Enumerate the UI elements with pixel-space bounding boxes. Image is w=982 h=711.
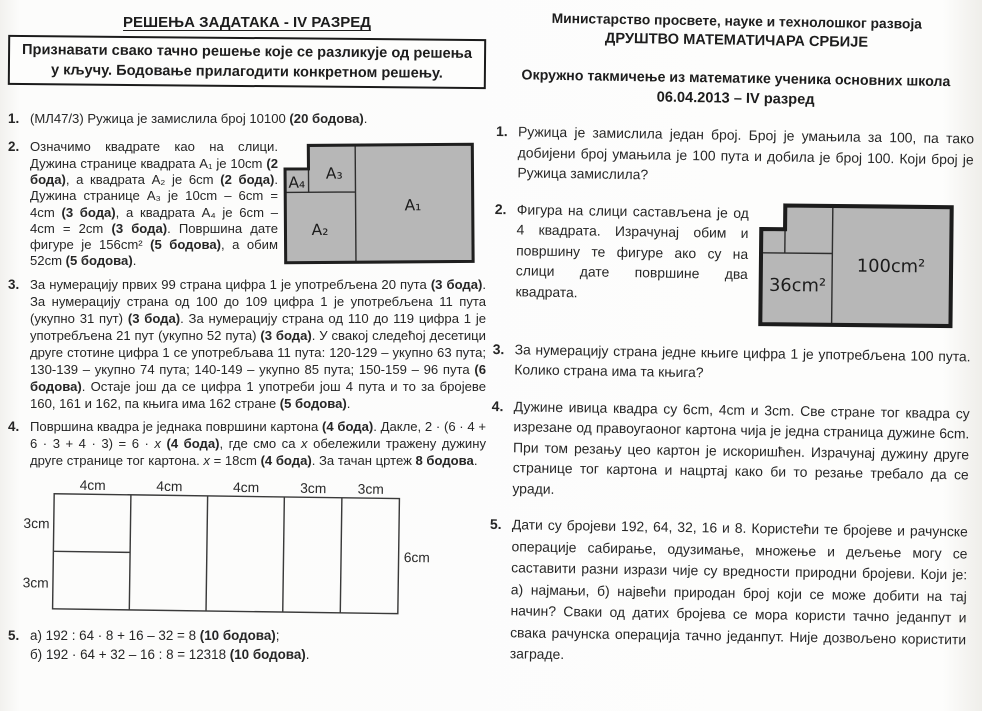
squares-figure-svg bbox=[282, 142, 477, 266]
competition-title: Окружно такмичење из математике ученика основних школа bbox=[521, 67, 951, 91]
problem-item-4 bbox=[490, 395, 970, 505]
item-number: 3. bbox=[492, 340, 505, 357]
item-number: 4. bbox=[8, 418, 20, 434]
label-a4: А₄ bbox=[288, 174, 306, 193]
problems-list bbox=[488, 121, 974, 672]
left-dim-1 bbox=[23, 515, 49, 531]
label-a2: А₂ bbox=[311, 221, 329, 240]
left-page-title: РЕШЕЊА ЗАДАТАКА - IV РАЗРЕД bbox=[123, 14, 371, 31]
solution-item-4 bbox=[8, 418, 486, 469]
top-dim-5 bbox=[358, 480, 384, 496]
item-number: 5. bbox=[489, 515, 502, 533]
solution-text-2: Означимо квадрате као на слици. Дужина странице квадрата А₁ је 10cm (2 бода), а квадрата А₂ је 6cm (2 бода). Дужина странице А₃ је 10cm – 6cm = 4cm (3 бода), а квадрата А₄ је 6cm – 4cm = 2cm (3 бода). Површина дате фигуре је 156cm² (5 бодова), а обим 52cm (5 бодова). bbox=[30, 139, 279, 269]
top-dim-4 bbox=[300, 480, 326, 496]
solution-item-5 bbox=[8, 626, 486, 665]
item-number: 1. bbox=[495, 122, 508, 140]
item-number: 2. bbox=[8, 139, 20, 155]
item-number: 4. bbox=[491, 397, 504, 414]
right-page-problems bbox=[487, 8, 976, 688]
cardboard-cut-lines bbox=[53, 494, 342, 613]
solution-item-3 bbox=[8, 276, 486, 412]
cardboard-figure-svg bbox=[16, 475, 440, 628]
solution-5a: а) 192 : 64 · 8 + 16 – 32 = 8 (10 бодова); bbox=[30, 627, 280, 643]
cardboard-cutting-figure bbox=[16, 475, 486, 629]
figure-shape-fill bbox=[285, 145, 473, 263]
squares-figure-svg bbox=[755, 201, 956, 329]
solution-5b: б) 192 · 64 + 32 – 16 : 8 = 12318 (10 бодова). bbox=[30, 647, 310, 663]
solutions-list bbox=[8, 111, 486, 665]
problem-item-3 bbox=[492, 338, 971, 387]
right-dim bbox=[404, 549, 430, 565]
competition-header bbox=[496, 8, 975, 112]
left-page-solutions bbox=[8, 12, 486, 665]
problem-text-1: Ружица је замислила један број. Број је умањила за 100, па тако добијени број умањила је 100 пута и добила је број 100. Који број је Ружица замислила? bbox=[517, 123, 975, 183]
top-dim-2 bbox=[156, 478, 182, 494]
problem-text-3: За нумерацију страна једне књиге цифра 1 је употребљена 100 пута. Колико страна има та књига? bbox=[514, 340, 971, 381]
left-dim-2 bbox=[23, 574, 49, 590]
label-a1: А₁ bbox=[404, 196, 422, 215]
squares-figure-solution bbox=[282, 142, 477, 266]
solution-text-5 bbox=[30, 626, 486, 665]
solution-item-1 bbox=[8, 111, 486, 127]
grading-notice-box: Признавати свако тачно решење које се разликује од решења у кључу. Бодовање прилагодити конкретном решењу. bbox=[8, 35, 486, 89]
problem-item-5 bbox=[488, 514, 968, 672]
solution-text-4: Површина квадра је једнака површини картона (4 бода). Дакле, 2 · (6 · 4 + 6 · 3 + 4 · 3) = 6 · x (4 бода), где смо са x обележили тражену дужину друге странице тог картона. x = 18cm (4 бода). За тачан цртеж 8 бодова. bbox=[30, 418, 487, 468]
squares-figure-problem bbox=[755, 201, 956, 329]
problem-text-2: Фигура на слици састављена је од 4 квадрата. Израчунај обим и површину те фигуре ако су на слици дате површине два квадрата. bbox=[515, 200, 749, 300]
competition-date-grade: 06.04.2013 – IV разред bbox=[656, 89, 815, 108]
ministry-line: Министарство просвете, науке и технолошког развоја bbox=[551, 10, 923, 32]
solution-item-2 bbox=[8, 139, 486, 269]
society-line: ДРУШТВО МАТЕМАТИЧАРА СРБИЈЕ bbox=[604, 30, 869, 51]
item-number: 5. bbox=[8, 627, 20, 643]
cardboard-outline bbox=[53, 494, 400, 614]
item-number: 1. bbox=[8, 111, 20, 126]
top-dim-3 bbox=[233, 479, 259, 495]
label-area-small: 36cm² bbox=[768, 274, 827, 296]
problem-item-2 bbox=[493, 198, 973, 329]
problem-item-1 bbox=[495, 121, 974, 190]
label-area-large: 100cm² bbox=[856, 255, 926, 277]
solution-text-1: (МЛ47/3) Ружица је замислила број 10100 (20 бодова). bbox=[30, 111, 368, 126]
top-dim-1 bbox=[80, 476, 106, 492]
item-number: 3. bbox=[8, 276, 20, 292]
problem-text-5: Дати су бројеви 192, 64, 32, 16 и 8. Користећи те бројеве и рачунске операције сабирање, одузимање, множење и дељење могу се саставити разни изрази чије су вредности природни бројеви. Који је: а) најмањи, б) највећи природан број који се може добити на тај начин? Сваки од датих бројева се мора користи тачно једанпут и свака рачунска операција тачно једанпут. Није дозвољено користити заграде. bbox=[509, 516, 968, 663]
problem-text-4: Дужине ивица квадра су 6cm, 4cm и 3cm. Све стране тог квадра су изрезане од правоугаоног картона чија је једна страница дужине 6cm. При том резању цео картон је искоришћен. Израчунај дужину друге странице тог картона и нацртај како би то резање требало да се уради. bbox=[512, 397, 970, 497]
solution-text-3: За нумерацију првих 99 страна цифра 1 је употребљена 20 пута (3 бода). За нумерацију страна од 100 до 109 цифра 1 је употребљена 11 пута (укупно 31 пут) (3 бода). За нумерацију страна од 110 до 119 цифра 1 је употребљена 21 пут (укупно 52 пута) (3 бода). У свакој следећој десетици друге стотине цифра 1 се употребљава 11 пута: 120-129 – укупно 63 пута; 130-139 – укупно 74 пута; 140-149 – укупно 85 пута; 150-159 – 96 пута (6 бодова). Остаје још да се цифра 1 употреби још 4 пута и то за бројеве 160, 161 и 162, па књига има 162 стране (5 бодова). bbox=[30, 276, 487, 411]
item-number: 2. bbox=[494, 200, 507, 217]
label-a3: А₃ bbox=[325, 164, 343, 184]
